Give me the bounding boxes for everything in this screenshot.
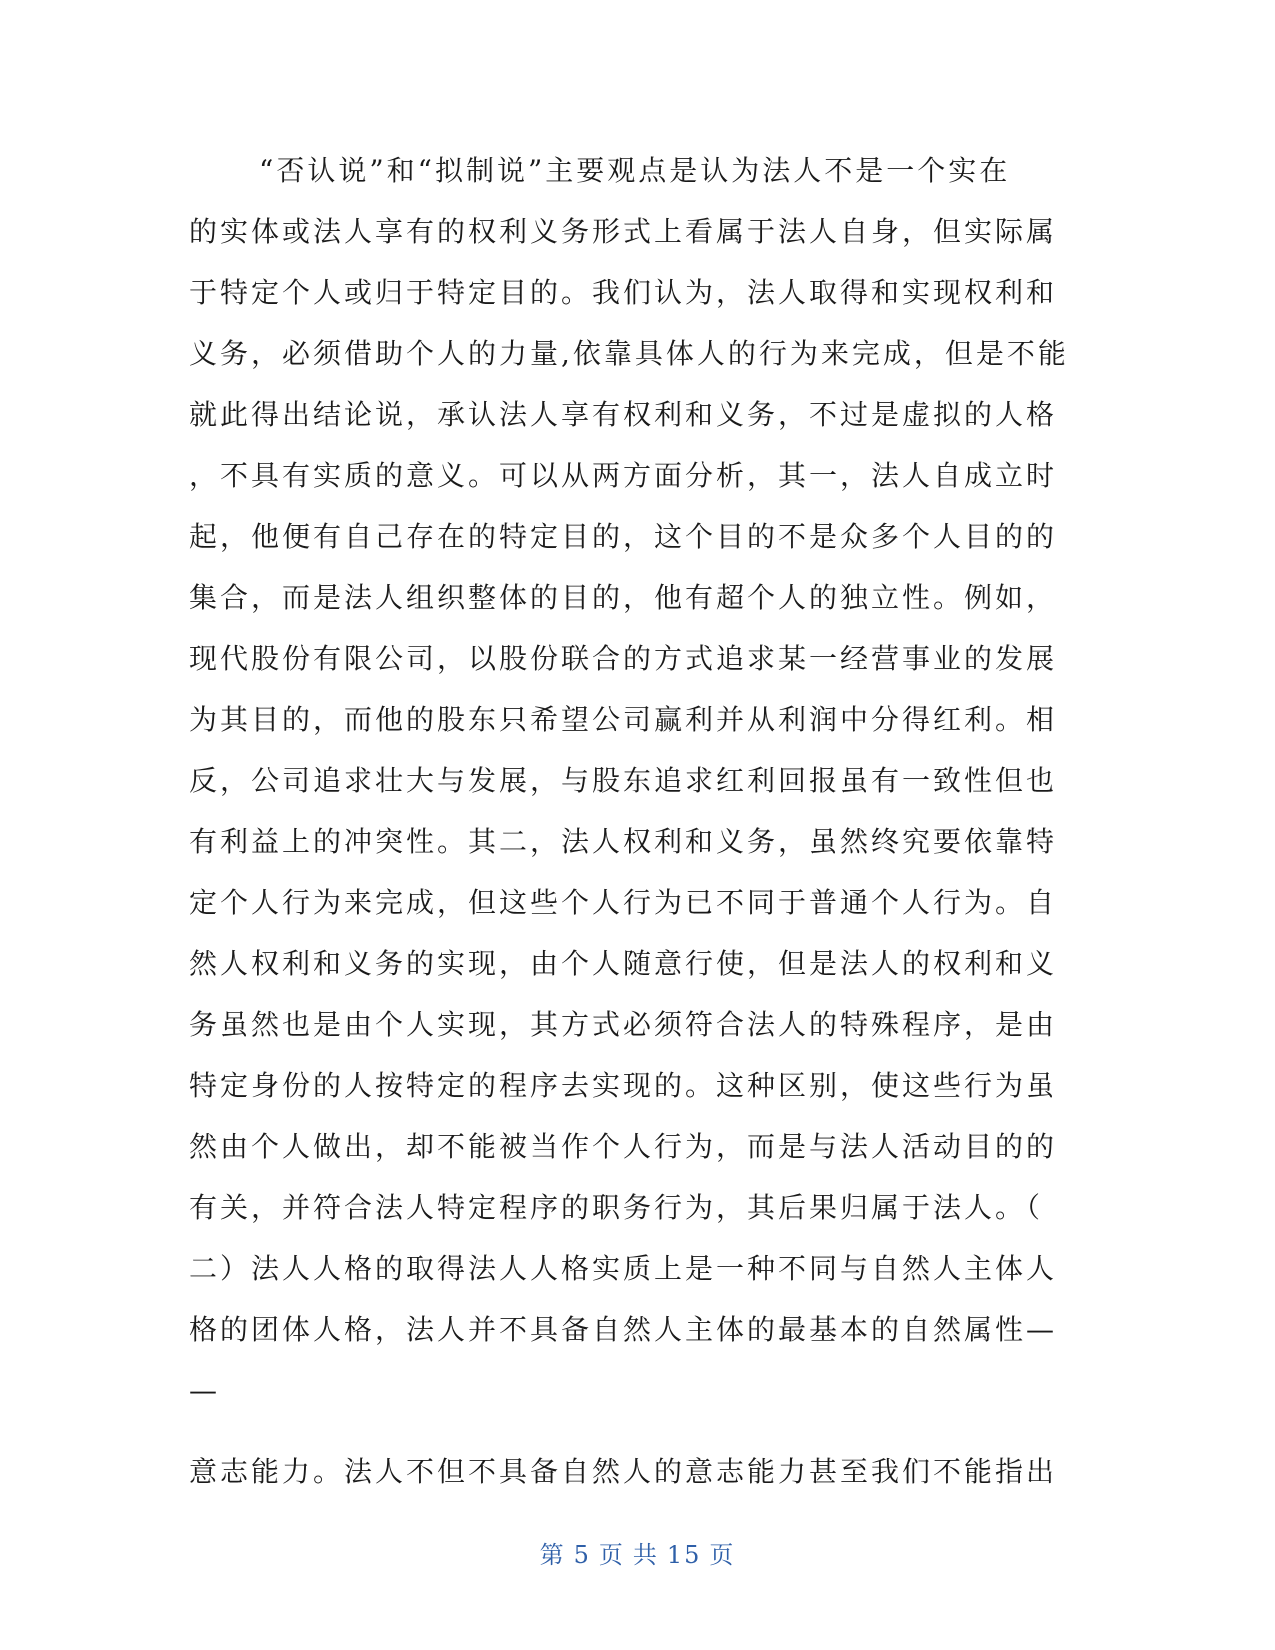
- text-line: 然由个人做出，却不能被当作个人行为，而是与法人活动目的的: [189, 1130, 1058, 1163]
- text-line: 义务，必须借助个人的力量,依靠具体人的行为来完成，但是不能: [189, 337, 1069, 370]
- text-line: 格的团体人格，法人并不具备自然人主体的最基本的自然属性—: [189, 1313, 1058, 1346]
- total-pages-number: 15: [666, 1541, 702, 1569]
- text-line: “否认说”和“拟制说”主要观点是认为法人不是一个实在: [259, 154, 1011, 187]
- text-line: 然人权利和义务的实现，由个人随意行使，但是法人的权利和义: [189, 947, 1058, 980]
- current-page-number: 5: [573, 1541, 591, 1569]
- page-number-footer: [0, 1535, 1275, 1570]
- text-line: 务虽然也是由个人实现，其方式必须符合法人的特殊程序，是由: [189, 1008, 1058, 1041]
- text-line: 特定身份的人按特定的程序去实现的。这种区别，使这些行为虽: [189, 1069, 1058, 1102]
- page-word: 页: [598, 1541, 625, 1569]
- text-line: 现代股份有限公司，以股份联合的方式追求某一经营事业的发展: [189, 642, 1058, 675]
- text-line: 就此得出结论说，承认法人享有权利和义务，不过是虚拟的人格: [189, 398, 1058, 431]
- text-line: ，不具有实质的意义。可以从两方面分析，其一，法人自成立时: [189, 459, 1058, 492]
- page-suffix: 页: [709, 1541, 736, 1569]
- text-line: 集合，而是法人组织整体的目的，他有超个人的独立性。例如，: [189, 581, 1058, 614]
- text-line: 为其目的，而他的股东只希望公司赢利并从利润中分得红利。相: [189, 703, 1058, 736]
- text-line: 的实体或法人享有的权利义务形式上看属于法人自身，但实际属: [189, 215, 1058, 248]
- text-line: 有关，并符合法人特定程序的职务行为，其后果归属于法人。（: [189, 1191, 1044, 1224]
- text-line: —: [189, 1374, 220, 1407]
- page-prefix: 第: [539, 1541, 566, 1569]
- total-prefix: 共: [632, 1541, 659, 1569]
- text-line: 起，他便有自己存在的特定目的，这个目的不是众多个人目的的: [189, 520, 1058, 553]
- text-line: 于特定个人或归于特定目的。我们认为，法人取得和实现权利和: [189, 276, 1058, 309]
- text-line: 有利益上的冲突性。其二，法人权利和义务，虽然终究要依靠特: [189, 825, 1058, 858]
- text-line: 意志能力。法人不但不具备自然人的意志能力甚至我们不能指出: [189, 1455, 1058, 1488]
- text-line: 二）法人人格的取得法人人格实质上是一种不同与自然人主体人: [189, 1252, 1058, 1285]
- text-line: 定个人行为来完成，但这些个人行为已不同于普通个人行为。自: [189, 886, 1058, 919]
- body-text: [189, 140, 1069, 1502]
- text-line: 反，公司追求壮大与发展，与股东追求红利回报虽有一致性但也: [189, 764, 1058, 797]
